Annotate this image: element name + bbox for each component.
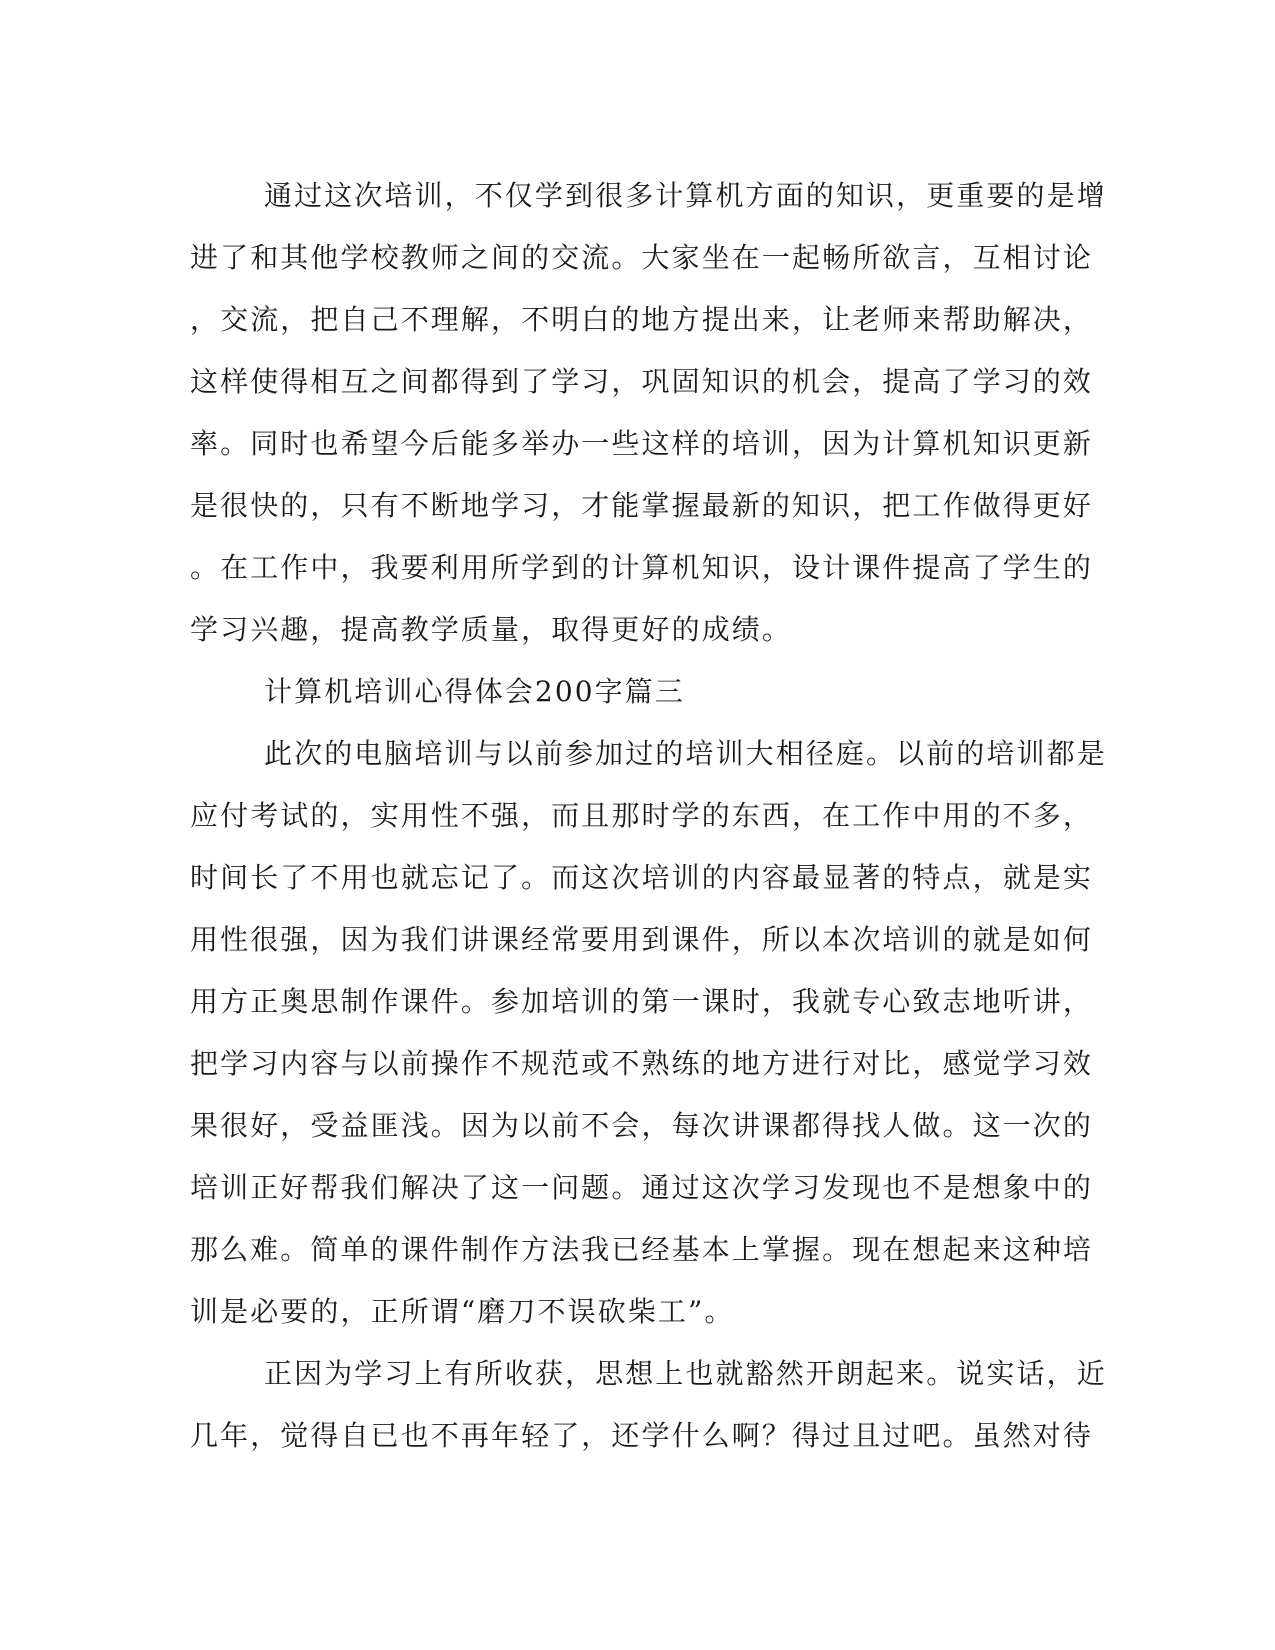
text-line: 此次的电脑培训与以前参加过的培训大相径庭。以前的培训都是 (264, 737, 1107, 770)
text-line: 进了和其他学校教师之间的交流。大家坐在一起畅所欲言，互相讨论 (190, 241, 1094, 274)
text-line: 训是必要的，正所谓“磨刀不误砍柴工”。 (190, 1295, 735, 1328)
text-line: 学习兴趣，提高教学质量，取得更好的成绩。 (190, 613, 793, 646)
text-line: 几年，觉得自已也不再年轻了，还学什么啊？得过且过吧。虽然对待 (190, 1419, 1094, 1452)
text-line: 应付考试的，实用性不强，而且那时学的东西，在工作中用的不多， (190, 799, 1094, 832)
text-line: 率。同时也希望今后能多举办一些这样的培训，因为计算机知识更新 (190, 427, 1094, 460)
text-line: 是很快的，只有不断地学习，才能掌握最新的知识，把工作做得更好 (190, 489, 1094, 522)
text-line: 那么难。简单的课件制作方法我已经基本上掌握。现在想起来这种培 (190, 1233, 1094, 1266)
text-line: 通过这次培训，不仅学到很多计算机方面的知识，更重要的是增 (264, 179, 1107, 212)
text-line: 用性很强，因为我们讲课经常要用到课件，所以本次培训的就是如何 (190, 923, 1094, 956)
text-line: ，交流，把自己不理解，不明白的地方提出来，让老师来帮助解决， (190, 303, 1094, 336)
text-line: 正因为学习上有所收获，思想上也就豁然开朗起来。说实话，近 (264, 1357, 1107, 1390)
text-line: 计算机培训心得体会200字篇三 (264, 675, 685, 708)
text-line: 用方正奥思制作课件。参加培训的第一课时，我就专心致志地听讲， (190, 985, 1094, 1018)
text-line: 时间长了不用也就忘记了。而这次培训的内容最显著的特点，就是实 (190, 861, 1094, 894)
text-line: 果很好，受益匪浅。因为以前不会，每次讲课都得找人做。这一次的 (190, 1109, 1094, 1142)
text-line: 培训正好帮我们解决了这一问题。通过这次学习发现也不是想象中的 (190, 1171, 1094, 1204)
text-line: 把学习内容与以前操作不规范或不熟练的地方进行对比，感觉学习效 (190, 1047, 1094, 1080)
document-body (190, 165, 1107, 1467)
text-line: 。在工作中，我要利用所学到的计算机知识，设计课件提高了学生的 (190, 551, 1094, 584)
text-line: 这样使得相互之间都得到了学习，巩固知识的机会，提高了学习的效 (190, 365, 1094, 398)
